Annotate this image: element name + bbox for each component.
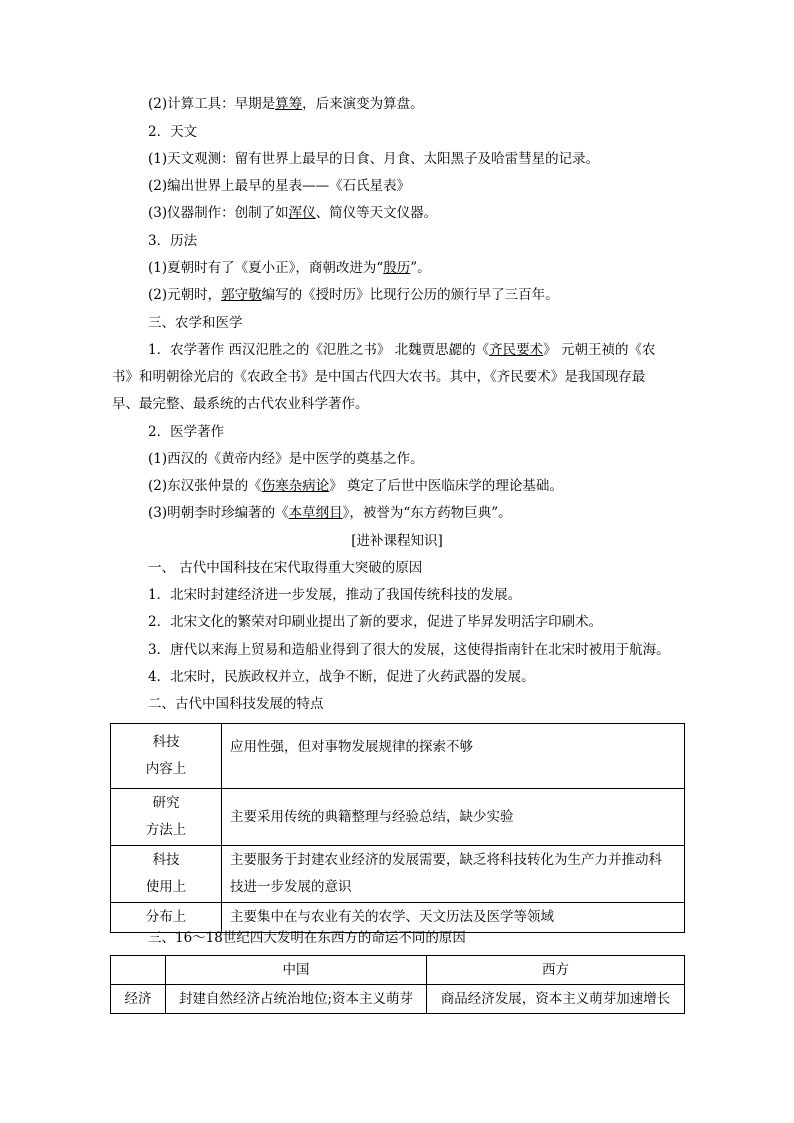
- table-value-cell: 主要集中在与农业有关的农学、天文历法及医学等领域: [222, 903, 685, 933]
- table-corner-cell: [111, 956, 166, 985]
- table-header-china: 中国: [166, 956, 427, 985]
- agri-books-line: 1．农学著作 西汉氾胜之的《氾胜之书》 北魏贾思勰的《齐民要术》 元朝王祯的《农: [148, 342, 656, 358]
- table-key-cell: 分布上: [111, 903, 222, 933]
- bencao-line: (3)明朝李时珍编著的《本草纲目》，被誉为“东方药物巨典”。: [148, 505, 512, 521]
- supplement-heading: [进补课程知识]: [351, 533, 443, 549]
- table-row: [111, 985, 685, 1014]
- blank-shanghan: 伤寒杂病论: [261, 478, 330, 494]
- agri-books-line-3: 早、最完整、最系统的古代农业科学著作。: [112, 396, 369, 412]
- table-value-cell: 应用性强，但对事物发展规律的探索不够: [222, 724, 685, 789]
- huangdi-neijing-line: (1)西汉的《黄帝内经》是中医学的奠基之作。: [148, 451, 424, 467]
- yuan-calendar-line: (2)元朝时，郭守敬编写的《授时历》比现行公历的颁行早了三百年。: [148, 287, 559, 303]
- reason-1: 1．北宋时封建经济进一步发展，推动了我国传统科技的发展。: [148, 587, 522, 603]
- table-key-cell: 科技 使用上: [111, 846, 222, 903]
- features-heading: 二、古代中国科技发展的特点: [148, 696, 324, 712]
- heading-astronomy: 2．天文: [148, 124, 198, 140]
- astronomy-observation-line: (1)天文观测：留有世界上最早的日食、月食、太阳黑子及哈雷彗星的记录。: [148, 151, 600, 167]
- reason-2: 2．北宋文化的繁荣对印刷业提出了新的要求，促进了毕昇发明活字印刷术。: [148, 614, 603, 630]
- xia-calendar-line: (1)夏朝时有了《夏小正》，商朝改进为“殷历”。: [148, 260, 431, 276]
- song-breakthrough-heading: 一、 古代中国科技在宋代取得重大突破的原因: [148, 560, 423, 576]
- table-value-cell: 主要采用传统的典籍整理与经验总结，缺少实验: [222, 789, 685, 846]
- table-value-cell: 主要服务于封建农业经济的发展需要，缺乏将科技转化为生产力并推动科 技进一步发展的意识: [222, 846, 685, 903]
- table-row: [111, 846, 685, 903]
- blank-suanchou: 算筹: [275, 96, 303, 112]
- section-agriculture-medicine: 三、农学和医学: [148, 315, 243, 331]
- fate-heading: 三、16～18世纪四大发明在东西方的命运不同的原因: [148, 930, 466, 946]
- table-china-cell: 封建自然经济占统治地位;资本主义萌芽: [166, 985, 427, 1014]
- calc-tools-line: (2)计算工具：早期是算筹，后来演变为算盘。: [148, 96, 424, 112]
- reason-4: 4．北宋时，民族政权并立，战争不断，促进了火药武器的发展。: [148, 669, 535, 685]
- east-west-table: [110, 955, 685, 1014]
- star-catalog-line: (2)编出世界上最早的星表——《石氏星表》: [148, 178, 411, 194]
- heading-medicine: 2．医学著作: [148, 424, 225, 440]
- table-row: [111, 789, 685, 846]
- reason-3: 3．唐代以来海上贸易和造船业得到了很大的发展，这使得指南针在北宋时被用于航海。: [148, 642, 670, 658]
- table-row: [111, 724, 685, 789]
- table-key-cell: 科技 内容上: [111, 724, 222, 789]
- features-table: [110, 723, 685, 933]
- blank-guoshoujing: 郭守敬: [221, 287, 262, 303]
- agri-books-line-2: 书》和明朝徐光启的《农政全书》是中国古代四大农书。其中，《齐民要术》是我国现存最: [112, 369, 646, 385]
- table-key-cell: 研究 方法上: [111, 789, 222, 846]
- blank-hunyi: 浑仪: [288, 205, 316, 221]
- blank-qiminyaoshu: 齐民要术: [489, 342, 544, 358]
- instruments-line: (3)仪器制作：创制了如浑仪、简仪等天文仪器。: [148, 205, 438, 221]
- shanghan-line: (2)东汉张仲景的《伤寒杂病论》 奠定了后世中医临床学的理论基础。: [148, 478, 563, 494]
- blank-yinli: 殷历: [383, 260, 411, 276]
- table-key-cell: 经济: [111, 985, 166, 1014]
- heading-calendar: 3．历法: [148, 233, 198, 249]
- table-west-cell: 商品经济发展，资本主义萌芽加速增长: [427, 985, 685, 1014]
- blank-bencao: 本草纲目: [288, 505, 343, 521]
- table-header-row: [111, 956, 685, 985]
- table-header-west: 西方: [427, 956, 685, 985]
